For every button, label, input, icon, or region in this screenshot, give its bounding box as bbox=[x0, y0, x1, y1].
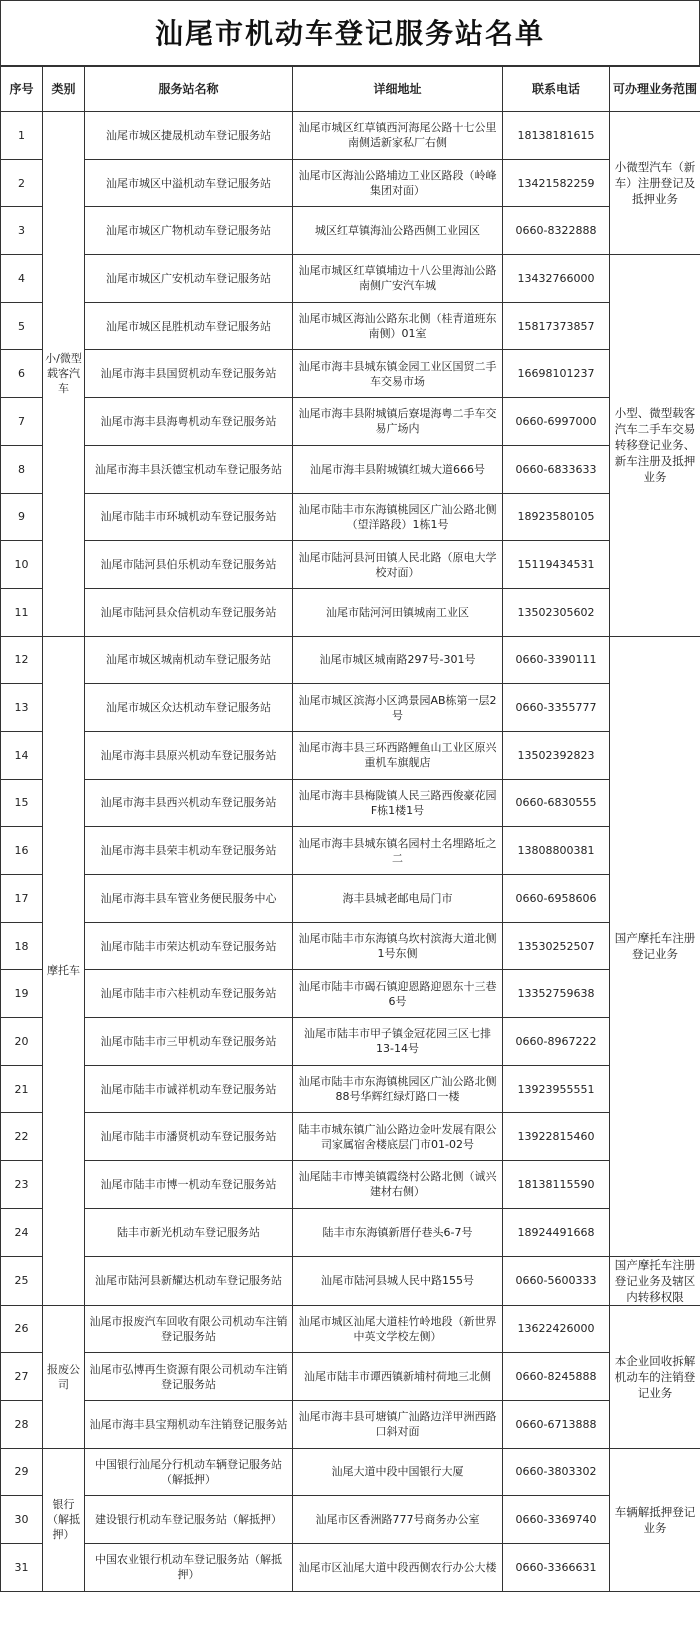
cell-seq: 1 bbox=[1, 112, 43, 160]
cell-scope: 本企业回收拆解机动车的注销登记业务 bbox=[610, 1305, 700, 1448]
cell-seq: 15 bbox=[1, 779, 43, 827]
cell-seq: 4 bbox=[1, 255, 43, 303]
cell-seq: 12 bbox=[1, 636, 43, 684]
cell-name: 汕尾市陆河县伯乐机动车登记服务站 bbox=[85, 541, 293, 589]
cell-address: 汕尾市陆丰市碣石镇迎恩路迎恩东十三巷6号 bbox=[293, 970, 503, 1018]
header-seq: 序号 bbox=[1, 67, 43, 112]
cell-seq: 9 bbox=[1, 493, 43, 541]
cell-address: 汕尾市区香洲路777号商务办公室 bbox=[293, 1496, 503, 1544]
table-row bbox=[1, 1353, 700, 1401]
cell-phone: 15817373857 bbox=[503, 302, 610, 350]
cell-seq: 27 bbox=[1, 1353, 43, 1401]
cell-name: 汕尾市海丰县海粤机动车登记服务站 bbox=[85, 398, 293, 446]
cell-address: 汕尾市海丰县附城镇红城大道666号 bbox=[293, 445, 503, 493]
table-row bbox=[1, 922, 700, 970]
cell-scope: 小型、微型载客汽车二手车交易转移登记业务、新车注册及抵押业务 bbox=[610, 255, 700, 637]
table-row bbox=[1, 875, 700, 923]
table-row bbox=[1, 1256, 700, 1305]
cell-name: 汕尾市海丰县原兴机动车登记服务站 bbox=[85, 731, 293, 779]
table-row bbox=[1, 159, 700, 207]
header-phone: 联系电话 bbox=[503, 67, 610, 112]
cell-name: 汕尾市陆河县众信机动车登记服务站 bbox=[85, 588, 293, 636]
cell-name: 汕尾市城区众达机动车登记服务站 bbox=[85, 684, 293, 732]
cell-seq: 10 bbox=[1, 541, 43, 589]
cell-phone: 15119434531 bbox=[503, 541, 610, 589]
cell-name: 中国银行汕尾分行机动车辆登记服务站（解抵押） bbox=[85, 1448, 293, 1496]
table-row bbox=[1, 1161, 700, 1209]
cell-name: 汕尾市陆丰市诚祥机动车登记服务站 bbox=[85, 1065, 293, 1113]
cell-address: 汕尾市陆丰市东海镇乌坎村滨海大道北侧1号东侧 bbox=[293, 922, 503, 970]
table-row bbox=[1, 541, 700, 589]
cell-phone: 0660-3390111 bbox=[503, 636, 610, 684]
cell-phone: 0660-3803302 bbox=[503, 1448, 610, 1496]
table-body bbox=[1, 112, 700, 1592]
header-scope: 可办理业务范围 bbox=[610, 67, 700, 112]
cell-phone: 13922815460 bbox=[503, 1113, 610, 1161]
cell-seq: 17 bbox=[1, 875, 43, 923]
cell-phone: 13502305602 bbox=[503, 588, 610, 636]
cell-name: 建设银行机动车登记服务站（解抵押） bbox=[85, 1496, 293, 1544]
table-row bbox=[1, 350, 700, 398]
cell-name: 汕尾市陆丰市博一机动车登记服务站 bbox=[85, 1161, 293, 1209]
cell-address: 城区红草镇海汕公路西侧工业园区 bbox=[293, 207, 503, 255]
cell-address: 汕尾市海丰县梅陇镇人民三路西俊豪花园F栋1楼1号 bbox=[293, 779, 503, 827]
table-row bbox=[1, 1113, 700, 1161]
table-row bbox=[1, 1065, 700, 1113]
cell-name: 汕尾市城区广物机动车登记服务站 bbox=[85, 207, 293, 255]
cell-phone: 18138181615 bbox=[503, 112, 610, 160]
cell-address: 汕尾市陆丰市东海镇桃园区广汕公路北侧（望洋路段）1栋1号 bbox=[293, 493, 503, 541]
cell-phone: 18138115590 bbox=[503, 1161, 610, 1209]
cell-name: 汕尾市陆丰市三甲机动车登记服务站 bbox=[85, 1018, 293, 1066]
cell-address: 汕尾市海丰县城东镇金园工业区国贸二手车交易市场 bbox=[293, 350, 503, 398]
cell-name: 汕尾市陆丰市环城机动车登记服务站 bbox=[85, 493, 293, 541]
cell-name: 汕尾市海丰县沃德宝机动车登记服务站 bbox=[85, 445, 293, 493]
cell-seq: 16 bbox=[1, 827, 43, 875]
cell-seq: 29 bbox=[1, 1448, 43, 1496]
cell-address: 汕尾市海丰县可塘镇广汕路边洋甲洲西路口斜对面 bbox=[293, 1400, 503, 1448]
cell-seq: 19 bbox=[1, 970, 43, 1018]
cell-phone: 13421582259 bbox=[503, 159, 610, 207]
cell-seq: 5 bbox=[1, 302, 43, 350]
cell-seq: 8 bbox=[1, 445, 43, 493]
cell-name: 中国农业银行机动车登记服务站（解抵押） bbox=[85, 1543, 293, 1591]
table-row bbox=[1, 1208, 700, 1256]
cell-name: 汕尾市报废汽车回收有限公司机动车注销登记服务站 bbox=[85, 1305, 293, 1353]
cell-seq: 18 bbox=[1, 922, 43, 970]
cell-address: 汕尾大道中段中国银行大厦 bbox=[293, 1448, 503, 1496]
cell-phone: 18923580105 bbox=[503, 493, 610, 541]
cell-address: 汕尾市陆丰市甲子镇金冠花园三区七排13-14号 bbox=[293, 1018, 503, 1066]
cell-name: 汕尾市城区捷晟机动车登记服务站 bbox=[85, 112, 293, 160]
cell-seq: 31 bbox=[1, 1543, 43, 1591]
cell-name: 汕尾市海丰县车管业务便民服务中心 bbox=[85, 875, 293, 923]
cell-phone: 0660-6833633 bbox=[503, 445, 610, 493]
cell-name: 汕尾市海丰县宝翔机动车注销登记服务站 bbox=[85, 1400, 293, 1448]
cell-address: 汕尾市城区红草镇埔边十八公里海汕公路南侧广安汽车城 bbox=[293, 255, 503, 303]
cell-seq: 7 bbox=[1, 398, 43, 446]
cell-category: 报废公司 bbox=[43, 1305, 85, 1448]
header-category: 类别 bbox=[43, 67, 85, 112]
cell-address: 汕尾市城区海汕公路东北侧（桂青道班东南侧）01室 bbox=[293, 302, 503, 350]
table-row bbox=[1, 255, 700, 303]
table-row bbox=[1, 779, 700, 827]
table-row bbox=[1, 827, 700, 875]
cell-phone: 0660-3369740 bbox=[503, 1496, 610, 1544]
cell-phone: 16698101237 bbox=[503, 350, 610, 398]
table-row bbox=[1, 684, 700, 732]
cell-phone: 0660-3366631 bbox=[503, 1543, 610, 1591]
cell-address: 汕尾市陆丰市谭西镇新埔村荷地三北侧 bbox=[293, 1353, 503, 1401]
cell-name: 汕尾市城区中溢机动车登记服务站 bbox=[85, 159, 293, 207]
cell-seq: 21 bbox=[1, 1065, 43, 1113]
cell-name: 汕尾市弘博再生资源有限公司机动车注销登记服务站 bbox=[85, 1353, 293, 1401]
cell-category: 摩托车 bbox=[43, 636, 85, 1305]
cell-name: 汕尾市海丰县西兴机动车登记服务站 bbox=[85, 779, 293, 827]
cell-name: 汕尾市城区城南机动车登记服务站 bbox=[85, 636, 293, 684]
cell-scope: 小微型汽车（新车）注册登记及抵押业务 bbox=[610, 112, 700, 255]
cell-phone: 13622426000 bbox=[503, 1305, 610, 1353]
cell-address: 汕尾市区海汕公路埔边工业区路段（岭峰集团对面） bbox=[293, 159, 503, 207]
cell-phone: 0660-6830555 bbox=[503, 779, 610, 827]
cell-address: 陆丰市城东镇广汕公路边金叶发展有限公司家属宿舍楼底层门市01-02号 bbox=[293, 1113, 503, 1161]
table-row bbox=[1, 112, 700, 160]
cell-name: 陆丰市新光机动车登记服务站 bbox=[85, 1208, 293, 1256]
cell-seq: 22 bbox=[1, 1113, 43, 1161]
cell-seq: 14 bbox=[1, 731, 43, 779]
cell-name: 汕尾市陆河县新耀达机动车登记服务站 bbox=[85, 1256, 293, 1305]
cell-address: 汕尾市海丰县城东镇名园村土名埋路坵之二 bbox=[293, 827, 503, 875]
cell-name: 汕尾市海丰县国贸机动车登记服务站 bbox=[85, 350, 293, 398]
cell-address: 汕尾市区汕尾大道中段西侧农行办公大楼 bbox=[293, 1543, 503, 1591]
cell-phone: 0660-3355777 bbox=[503, 684, 610, 732]
page-title: 汕尾市机动车登记服务站名单 bbox=[0, 0, 700, 66]
table-row bbox=[1, 398, 700, 446]
table-row bbox=[1, 1305, 700, 1353]
cell-seq: 3 bbox=[1, 207, 43, 255]
header-address: 详细地址 bbox=[293, 67, 503, 112]
cell-seq: 24 bbox=[1, 1208, 43, 1256]
cell-address: 汕尾市城区汕尾大道桂竹岭地段（新世界中英文学校左侧） bbox=[293, 1305, 503, 1353]
cell-phone: 0660-5600333 bbox=[503, 1256, 610, 1305]
cell-scope: 国产摩托车注册登记业务 bbox=[610, 636, 700, 1256]
cell-name: 汕尾市海丰县荣丰机动车登记服务站 bbox=[85, 827, 293, 875]
cell-phone: 13923955551 bbox=[503, 1065, 610, 1113]
table-row bbox=[1, 1018, 700, 1066]
table-row bbox=[1, 207, 700, 255]
cell-seq: 30 bbox=[1, 1496, 43, 1544]
cell-name: 汕尾市城区昆胜机动车登记服务站 bbox=[85, 302, 293, 350]
cell-phone: 0660-8322888 bbox=[503, 207, 610, 255]
cell-name: 汕尾市陆丰市荣达机动车登记服务站 bbox=[85, 922, 293, 970]
cell-phone: 13808800381 bbox=[503, 827, 610, 875]
cell-address: 海丰县城老邮电局门市 bbox=[293, 875, 503, 923]
cell-phone: 13502392823 bbox=[503, 731, 610, 779]
table-row bbox=[1, 970, 700, 1018]
cell-address: 汕尾市城区红草镇西河海尾公路十七公里南侧适新家私厂右侧 bbox=[293, 112, 503, 160]
cell-address: 汕尾市城区城南路297号-301号 bbox=[293, 636, 503, 684]
table-row bbox=[1, 588, 700, 636]
table-row bbox=[1, 445, 700, 493]
cell-address: 汕尾市陆河河田镇城南工业区 bbox=[293, 588, 503, 636]
cell-seq: 11 bbox=[1, 588, 43, 636]
cell-phone: 13530252507 bbox=[503, 922, 610, 970]
cell-address: 汕尾市海丰县三环西路鲤鱼山工业区原兴重机车旗舰店 bbox=[293, 731, 503, 779]
cell-phone: 13352759638 bbox=[503, 970, 610, 1018]
cell-scope: 车辆解抵押登记业务 bbox=[610, 1448, 700, 1591]
table-row bbox=[1, 1496, 700, 1544]
cell-phone: 0660-8967222 bbox=[503, 1018, 610, 1066]
cell-name: 汕尾市陆丰市六桂机动车登记服务站 bbox=[85, 970, 293, 1018]
cell-seq: 25 bbox=[1, 1256, 43, 1305]
cell-address: 汕尾陆丰市博美镇霞绕村公路北侧（诚兴建材右侧） bbox=[293, 1161, 503, 1209]
table-row bbox=[1, 1448, 700, 1496]
table-row bbox=[1, 1543, 700, 1591]
cell-address: 汕尾市陆河县城人民中路155号 bbox=[293, 1256, 503, 1305]
station-table bbox=[0, 66, 700, 1592]
cell-address: 汕尾市陆河县河田镇人民北路（原电大学校对面） bbox=[293, 541, 503, 589]
cell-seq: 23 bbox=[1, 1161, 43, 1209]
cell-phone: 0660-6997000 bbox=[503, 398, 610, 446]
cell-address: 汕尾市海丰县附城镇后寮堤海粤二手车交易广场内 bbox=[293, 398, 503, 446]
cell-phone: 13432766000 bbox=[503, 255, 610, 303]
table-row bbox=[1, 1400, 700, 1448]
cell-address: 汕尾市城区滨海小区鸿景园AB栋第一层2号 bbox=[293, 684, 503, 732]
header-name: 服务站名称 bbox=[85, 67, 293, 112]
cell-phone: 0660-6958606 bbox=[503, 875, 610, 923]
table-row bbox=[1, 493, 700, 541]
cell-category: 小/微型载客汽车 bbox=[43, 112, 85, 637]
table-row bbox=[1, 636, 700, 684]
cell-seq: 28 bbox=[1, 1400, 43, 1448]
cell-address: 汕尾市陆丰市东海镇桃园区广汕公路北侧88号华辉红绿灯路口一楼 bbox=[293, 1065, 503, 1113]
table-row bbox=[1, 731, 700, 779]
cell-phone: 0660-6713888 bbox=[503, 1400, 610, 1448]
header-row bbox=[1, 67, 700, 112]
cell-seq: 2 bbox=[1, 159, 43, 207]
cell-address: 陆丰市东海镇新厝仔巷头6-7号 bbox=[293, 1208, 503, 1256]
cell-phone: 18924491668 bbox=[503, 1208, 610, 1256]
cell-phone: 0660-8245888 bbox=[503, 1353, 610, 1401]
table-row bbox=[1, 302, 700, 350]
cell-seq: 13 bbox=[1, 684, 43, 732]
cell-seq: 6 bbox=[1, 350, 43, 398]
cell-name: 汕尾市陆丰市潘贤机动车登记服务站 bbox=[85, 1113, 293, 1161]
cell-category: 银行（解抵押） bbox=[43, 1448, 85, 1591]
cell-name: 汕尾市城区广安机动车登记服务站 bbox=[85, 255, 293, 303]
cell-scope: 国产摩托车注册登记业务及辖区内转移权限 bbox=[610, 1256, 700, 1305]
cell-seq: 20 bbox=[1, 1018, 43, 1066]
cell-seq: 26 bbox=[1, 1305, 43, 1353]
